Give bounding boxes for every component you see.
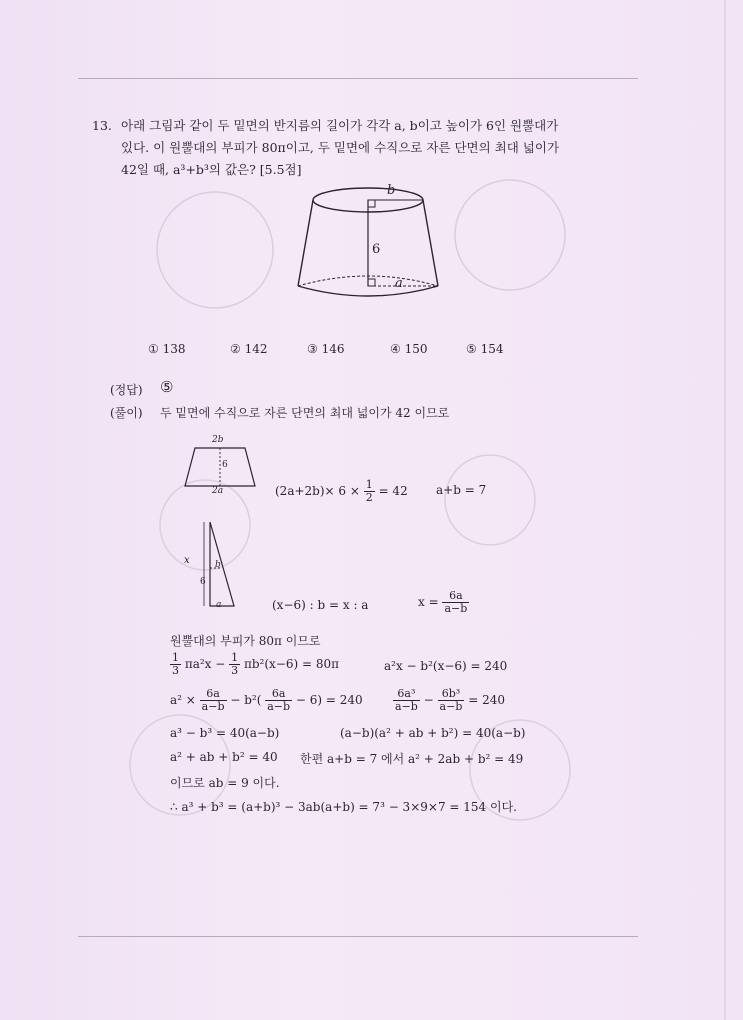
half-denominator: 2 <box>365 491 373 504</box>
problem-line-2: 있다. 이 원뿔대의 부피가 80π이고, 두 밑면에 수직으로 자른 단면의 최대 넓이가 <box>121 140 560 155</box>
cross-section-height-label: 6 <box>222 460 228 470</box>
volume-intro: 원뿔대의 부피가 80π 이므로 <box>170 634 321 648</box>
frustum-label-height: 6 <box>372 242 381 257</box>
sub-denominator-2: a−b <box>267 700 291 713</box>
triangle-six-label: 6 <box>200 577 206 587</box>
choice-5[interactable]: ⑤ 154 <box>466 342 504 356</box>
cross-section-bottom-label: 2a <box>212 486 224 496</box>
simplified-fractions <box>393 688 505 713</box>
one-third-fraction-1 <box>170 652 181 677</box>
cube-fraction-b <box>438 688 465 713</box>
sub-denominator-1: a−b <box>201 700 225 713</box>
x-denominator: a−b <box>444 602 468 615</box>
frustum-label-b: b <box>387 183 396 198</box>
third-numerator-1: 1 <box>172 651 179 664</box>
cube-denominator-a: a−b <box>395 700 418 713</box>
third-numerator-2: 1 <box>231 651 239 664</box>
solution-label: (풀이) <box>110 406 143 420</box>
volume-equation-a: πa²x − <box>184 657 226 671</box>
x-fraction <box>442 590 469 615</box>
solution-intro: 두 밑면에 수직으로 자른 단면의 최대 넓이가 42 이므로 <box>160 406 450 420</box>
answer-value: ⑤ <box>160 378 174 396</box>
substitution-equation <box>170 688 363 713</box>
area-equation <box>275 479 408 504</box>
fraction-equals: = 240 <box>468 693 505 707</box>
substitution-b: − b²( <box>230 693 262 707</box>
half-numerator: 1 <box>365 478 373 491</box>
third-denominator-1: 3 <box>172 664 179 677</box>
choice-4[interactable]: ④ 150 <box>390 342 428 356</box>
sub-fraction-1 <box>200 688 227 713</box>
quadratic-sum: a² + ab + b² = 40 <box>170 750 278 764</box>
frustum-figure <box>290 180 450 305</box>
volume-simplified: a²x − b²(x−6) = 240 <box>384 659 508 673</box>
sub-numerator-1: 6a <box>200 688 227 701</box>
cross-section-top-label: 2b <box>212 435 224 445</box>
cube-numerator-a: 6a³ <box>393 688 420 701</box>
sub-fraction-2 <box>265 688 292 713</box>
volume-equation-b: πb²(x−6) = 80π <box>243 657 340 671</box>
cube-numerator-b: 6b³ <box>438 688 465 701</box>
choice-3[interactable]: ③ 146 <box>307 342 345 356</box>
final-result: ∴ a³ + b³ = (a+b)³ − 3ab(a+b) = 7³ − 3×9×7 = 154 이다. <box>170 800 517 814</box>
ab-result: 이므로 ab = 9 이다. <box>170 776 280 790</box>
one-half-fraction <box>364 479 375 504</box>
sub-numerator-2: 6a <box>265 688 292 701</box>
area-equation-left: (2a+2b)× 6 × <box>275 484 360 498</box>
one-third-fraction-2 <box>229 652 240 677</box>
frustum-label-a: a <box>395 276 403 291</box>
meanwhile-line: 한편 a+b = 7 에서 a² + 2ab + b² = 49 <box>300 752 524 766</box>
problem-number: 13. <box>92 118 112 133</box>
x-numerator: 6a <box>442 590 469 603</box>
volume-equation <box>170 652 339 677</box>
problem-line-3: 42일 때, a³+b³의 값은? [5.5점] <box>121 162 302 177</box>
choice-1[interactable]: ① 138 <box>148 342 186 356</box>
third-denominator-2: 3 <box>231 664 239 677</box>
x-formula-lhs: x = <box>418 595 439 609</box>
ratio-equation: (x−6) : b = x : a <box>272 598 369 612</box>
problem-line-1: 아래 그림과 같이 두 밑면의 반지름의 길이가 각각 a, b이고 높이가 6인 원뿔대가 <box>121 118 559 133</box>
area-equation-right: = 42 <box>378 484 408 498</box>
cube-fraction-a <box>393 688 420 713</box>
choice-2[interactable]: ② 142 <box>230 342 268 356</box>
factored-equation: (a−b)(a² + ab + b²) = 40(a−b) <box>340 726 526 740</box>
answer-label: (정답) <box>110 383 143 397</box>
triangle-x-label: x <box>184 555 190 566</box>
x-formula <box>418 590 469 615</box>
fraction-minus: − <box>423 693 434 707</box>
triangle-a-label: a <box>216 600 222 610</box>
difference-of-cubes: a³ − b³ = 40(a−b) <box>170 726 280 740</box>
sum-result: a+b = 7 <box>436 483 487 497</box>
cube-denominator-b: a−b <box>439 700 463 713</box>
substitution-c: − 6) = 240 <box>295 693 363 707</box>
triangle-b-label: b <box>215 560 221 570</box>
substitution-a: a² × <box>170 693 196 707</box>
